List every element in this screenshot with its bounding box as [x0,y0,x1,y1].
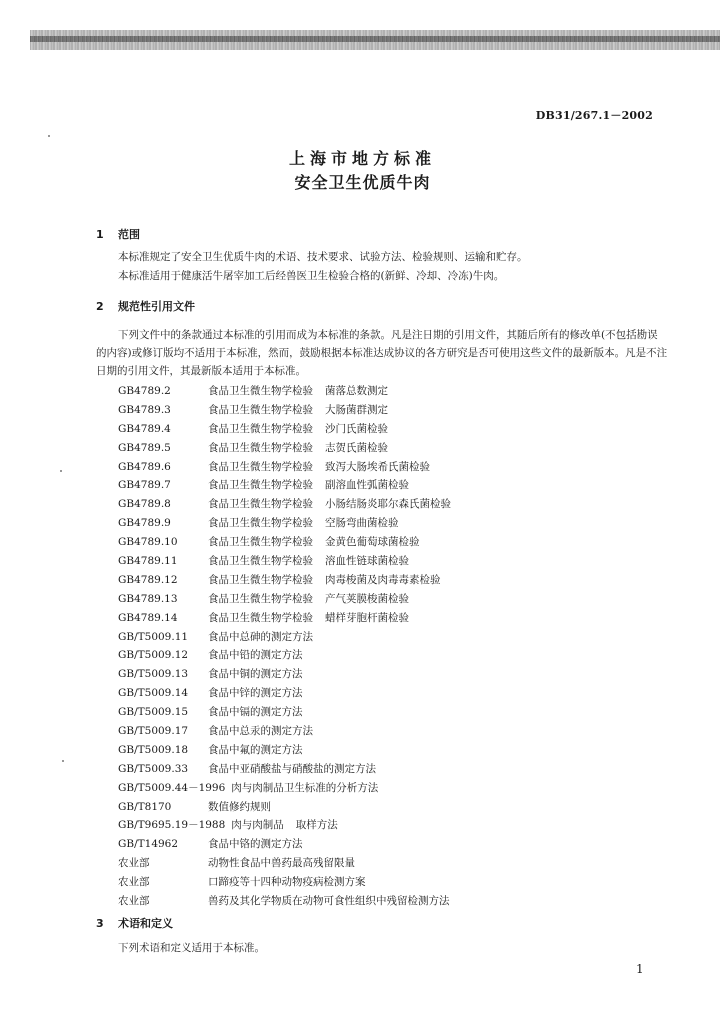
reference-code: GB/T5009.11 [118,630,189,643]
reference-title: 动物性食品中兽药最高残留限量 [208,857,355,870]
reference-item [118,798,462,817]
reference-item [118,816,462,835]
reference-list [118,382,462,911]
reference-code: GB/T5009.17 [118,725,189,738]
reference-code: GB4789.11 [118,555,178,568]
reference-title: 肉与肉制品卫生标准的分析方法 [231,781,379,794]
reference-code: GB4789.9 [118,517,171,530]
reference-title: 数值修约规则 [208,800,271,813]
reference-subject: 志贺氏菌检验 [325,441,388,454]
section-number: 1 [96,228,104,241]
reference-item [118,665,462,684]
reference-item [118,646,462,665]
section1-paragraph2: 本标准适用于健康活牛屠宰加工后经兽医卫生检验合格的(新鲜、冷却、冷冻)牛肉。 [118,270,505,282]
reference-code: GB/T5009.18 [118,743,189,756]
section1-paragraph1: 本标准规定了安全卫生优质牛肉的术语、技术要求、试验方法、检验规则、运输和贮存。 [118,251,528,263]
reference-title: 口蹄疫等十四种动物疫病检测方案 [208,876,366,889]
reference-title: 兽药及其化学物质在动物可食性组织中残留检测方法 [208,895,450,908]
reference-code: GB4789.6 [118,460,171,473]
reference-item [118,495,462,514]
section1-heading [96,226,140,242]
reference-title: 食品卫生微生物学检验 [208,611,313,624]
reference-title: 食品卫生微生物学检验 [208,460,313,473]
scan-noise-band-dark [30,36,720,42]
reference-title: 食品中氟的测定方法 [208,743,303,756]
reference-title: 食品卫生微生物学检验 [208,422,313,435]
reference-title: 食品卫生微生物学检验 [208,385,313,397]
reference-item [118,609,462,628]
reference-title: 食品卫生微生物学检验 [208,403,313,416]
reference-code: 农业部 [118,876,150,889]
reference-code: GB/T5009.13 [118,668,189,681]
reference-code: GB/T5009.14 [118,687,189,700]
reference-code: GB/T5009.15 [118,706,189,719]
reference-item [118,835,462,854]
document-title-line2: 安全卫生优质牛肉 [294,173,431,192]
reference-code: GB/T9695.19－1988 [118,819,226,832]
section-title: 术语和定义 [118,917,173,930]
section3-paragraph: 下列术语和定义适用于本标准。 [118,942,265,954]
reference-title: 食品中铬的测定方法 [208,838,303,851]
reference-code: GB4789.3 [118,403,171,416]
reference-item [118,722,462,741]
document-title-line1: 上海市地方标准 [288,149,436,168]
reference-item [118,571,462,590]
reference-item [118,382,462,401]
reference-title: 肉与肉制品 [231,819,284,832]
reference-item [118,854,462,873]
reference-title: 食品卫生微生物学检验 [208,555,313,568]
section-title: 范围 [118,228,140,241]
reference-item [118,401,462,420]
section2-paragraph: 下列文件中的条款通过本标准的引用而成为本标准的条款。凡是注日期的引用文件，其随后所有的修改单(不包括勘误的内容)或修订版均不适用于本标准，然而，鼓励根据本标准达成协议的各方研究是否可使用这些文件的最新版本。凡是不注日期的引用文件，其最新版本适用于本标准。 [96,329,668,377]
reference-subject: 大肠菌群测定 [325,403,388,416]
reference-code: GB4789.5 [118,441,171,454]
document-code: DB31/267.1－2002 [535,109,653,122]
reference-subject: 沙门氏菌检验 [325,422,388,435]
reference-subject: 副溶血性弧菌检验 [325,479,409,492]
reference-item [118,703,462,722]
reference-code: GB4789.8 [118,498,171,511]
reference-subject: 蜡样芽胞杆菌检验 [325,611,409,624]
reference-code: 农业部 [118,895,150,908]
reference-title: 食品中亚硝酸盐与硝酸盐的测定方法 [208,762,376,775]
reference-item [118,420,462,439]
reference-title: 食品中总汞的测定方法 [208,725,313,738]
reference-title: 食品卫生微生物学检验 [208,517,313,530]
reference-code: 农业部 [118,857,150,870]
reference-item [118,514,462,533]
reference-item [118,628,462,647]
reference-code: GB4789.2 [118,385,171,397]
reference-title: 食品中镉的测定方法 [208,706,303,719]
page-number: 1 [636,962,644,976]
section-number: 3 [96,917,104,930]
reference-code: GB/T5009.33 [118,762,189,775]
reference-code: GB4789.14 [118,611,178,624]
reference-code: GB4789.10 [118,536,178,549]
reference-item [118,439,462,458]
reference-title: 食品卫生微生物学检验 [208,573,313,586]
reference-item [118,779,462,798]
reference-subject: 小肠结肠炎耶尔森氏菌检验 [325,498,451,511]
reference-subject: 产气荚膜梭菌检验 [325,592,409,605]
reference-subject: 溶血性链球菌检验 [325,555,409,568]
reference-subject: 肉毒梭菌及肉毒毒素检验 [325,573,441,586]
scan-speck [60,470,62,472]
reference-code: GB/T5009.12 [118,649,189,662]
section-title: 规范性引用文件 [118,300,195,313]
reference-title: 食品中铅的测定方法 [208,649,303,662]
reference-subject: 空肠弯曲菌检验 [325,517,399,530]
reference-item [118,684,462,703]
reference-item [118,476,462,495]
reference-code: GB/T14962 [118,838,179,851]
reference-title: 食品中总砷的测定方法 [208,630,313,643]
reference-title: 食品卫生微生物学检验 [208,536,313,549]
reference-item [118,590,462,609]
reference-item [118,741,462,760]
reference-code: GB4789.13 [118,592,178,605]
reference-item [118,760,462,779]
reference-code: GB/T8170 [118,800,172,813]
reference-subject: 金黄色葡萄球菌检验 [325,536,420,549]
reference-item [118,873,462,892]
reference-title: 食品卫生微生物学检验 [208,498,313,511]
reference-code: GB4789.12 [118,573,178,586]
reference-code: GB4789.7 [118,479,171,492]
reference-subject: 菌落总数测定 [325,385,388,397]
reference-item [118,533,462,552]
reference-subject: 取样方法 [295,819,338,832]
reference-title: 食品卫生微生物学检验 [208,479,313,492]
reference-code: GB4789.4 [118,422,171,435]
section-number: 2 [96,300,104,313]
reference-title: 食品中锌的测定方法 [208,687,303,700]
section2-heading [96,298,195,314]
scan-speck [48,135,50,137]
section3-heading [96,915,173,931]
reference-item [118,892,462,911]
reference-code: GB/T5009.44－1996 [118,781,226,794]
reference-subject: 致泻大肠埃希氏菌检验 [325,460,430,473]
reference-title: 食品卫生微生物学检验 [208,592,313,605]
reference-item [118,458,462,477]
reference-title: 食品中铜的测定方法 [208,668,303,681]
reference-item [118,552,462,571]
scan-speck [62,760,64,762]
reference-title: 食品卫生微生物学检验 [208,441,313,454]
